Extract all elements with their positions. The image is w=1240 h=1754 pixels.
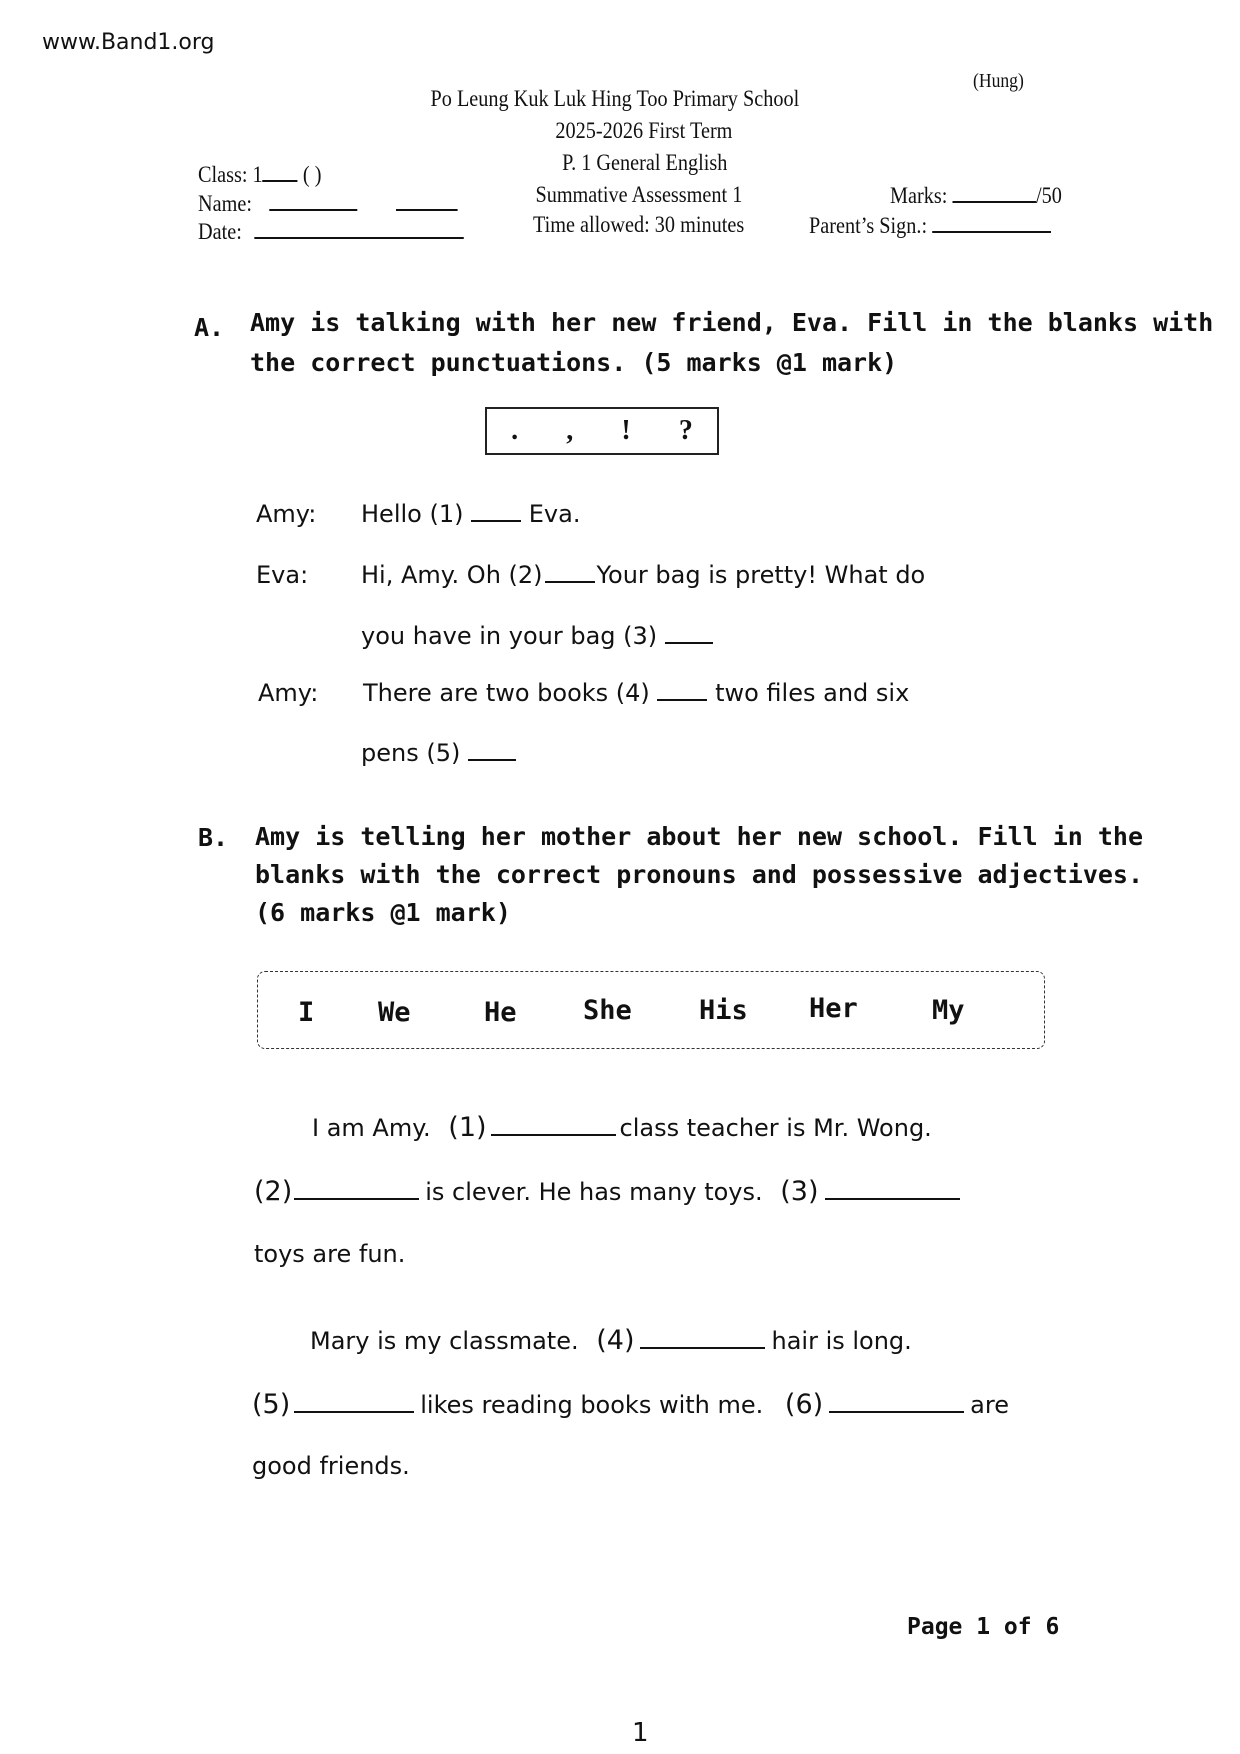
teacher-name: (Hung) — [973, 70, 1024, 92]
word-his: His — [699, 995, 748, 1026]
blank-number: (1) — [448, 1112, 487, 1143]
passage-line-1 — [312, 1112, 932, 1143]
speaker-eva: Eva: — [256, 561, 309, 589]
dialogue-text: There are two books (4) — [363, 679, 650, 707]
option-comma: , — [566, 415, 574, 446]
name-field[interactable] — [198, 191, 458, 217]
page-number: 1 — [632, 1718, 649, 1748]
class-number: ( ) — [302, 162, 322, 187]
date-label: Date: — [198, 219, 242, 244]
dialogue-text: Hi, Amy. Oh (2) — [361, 561, 543, 589]
school-name: Po Leung Kuk Luk Hing Too Primary School — [430, 86, 800, 111]
passage-line-6: good friends. — [252, 1452, 410, 1480]
speaker-amy: Amy: — [258, 679, 319, 707]
passage-text: is clever. He has many toys. — [425, 1178, 763, 1206]
blank-b2[interactable] — [294, 1197, 419, 1200]
marks-total: /50 — [1036, 183, 1062, 208]
passage-text: I am Amy. — [312, 1114, 431, 1142]
word-bank-box — [257, 971, 1045, 1049]
date-field[interactable] — [198, 219, 463, 245]
section-b-instruction-2: blanks with the correct pronouns and possessive adjectives. — [255, 860, 1144, 889]
blank-b6[interactable] — [829, 1410, 964, 1413]
section-b-instruction-3: (6 marks @1 mark) — [255, 898, 511, 927]
blank-b4[interactable] — [640, 1346, 765, 1349]
passage-line-4 — [310, 1325, 912, 1356]
option-exclamation: ! — [621, 415, 631, 446]
dialogue-line-5 — [361, 739, 516, 767]
option-period: . — [511, 415, 519, 446]
class-field[interactable] — [198, 162, 321, 188]
blank-number: (6) — [784, 1389, 824, 1420]
parent-sign-field[interactable] — [809, 213, 1051, 239]
blank-4[interactable] — [657, 698, 707, 701]
section-a-letter: A. — [194, 313, 225, 342]
passage-text: class teacher is Mr. Wong. — [619, 1114, 932, 1142]
passage-text: likes reading books with me. — [420, 1391, 764, 1419]
word-she: She — [583, 995, 632, 1026]
passage-text: Mary is my classmate. — [310, 1327, 579, 1355]
passage-line-2 — [254, 1176, 960, 1207]
dialogue-text: Your bag is pretty! What do — [596, 561, 926, 589]
time-allowed: Time allowed: 30 minutes — [532, 212, 745, 237]
blank-3[interactable] — [665, 641, 713, 644]
class-label: Class: 1 — [198, 162, 263, 187]
blank-number: (5) — [252, 1389, 291, 1420]
dialogue-line-3 — [361, 622, 713, 650]
dialogue-text: pens (5) — [361, 739, 461, 767]
dialogue-line-4 — [363, 679, 909, 707]
blank-number: (2) — [254, 1176, 293, 1207]
blank-b1[interactable] — [491, 1133, 616, 1136]
section-a-instruction-1: Amy is talking with her new friend, Eva. Fill in the blanks with — [250, 308, 1214, 337]
word-he: He — [484, 997, 517, 1028]
blank-b3[interactable] — [825, 1197, 960, 1200]
dialogue-text: two files and six — [715, 679, 910, 707]
section-b-instruction-1: Amy is telling her mother about her new school. Fill in the — [255, 822, 1144, 851]
punctuation-box — [485, 407, 719, 455]
subject: P. 1 General English — [562, 150, 728, 175]
watermark: www.Band1.org — [42, 30, 215, 55]
blank-number: (3) — [780, 1176, 819, 1207]
word-my: My — [932, 995, 965, 1026]
passage-text: hair is long. — [771, 1327, 912, 1355]
passage-text: are — [970, 1391, 1009, 1419]
page-indicator: Page 1 of 6 — [907, 1614, 1060, 1640]
blank-number: (4) — [596, 1325, 635, 1356]
dialogue-text: Hello (1) — [361, 500, 464, 528]
marks-label: Marks: — [890, 183, 948, 208]
section-a-instruction-2: the correct punctuations. (5 marks @1 mark) — [250, 348, 898, 377]
word-her: Her — [809, 993, 858, 1024]
section-b-letter: B. — [198, 823, 229, 852]
option-question: ? — [678, 415, 693, 446]
blank-b5[interactable] — [294, 1410, 414, 1413]
speaker-amy: Amy: — [256, 500, 317, 528]
dialogue-text: Eva. — [528, 500, 581, 528]
name-label: Name: — [198, 191, 252, 216]
blank-2[interactable] — [545, 580, 595, 583]
blank-1[interactable] — [471, 519, 521, 522]
passage-line-5 — [252, 1389, 1009, 1420]
passage-line-3: toys are fun. — [254, 1240, 406, 1268]
word-i: I — [298, 997, 315, 1028]
dialogue-line-1 — [361, 500, 580, 528]
dialogue-line-2 — [361, 561, 925, 589]
term: 2025-2026 First Term — [555, 118, 733, 143]
parent-sign-label: Parent’s Sign.: — [809, 213, 928, 238]
dialogue-text: you have in your bag (3) — [361, 622, 658, 650]
word-we: We — [378, 997, 411, 1028]
blank-5[interactable] — [468, 758, 516, 761]
marks-field[interactable] — [890, 183, 1062, 209]
assessment-title: Summative Assessment 1 — [535, 182, 743, 207]
